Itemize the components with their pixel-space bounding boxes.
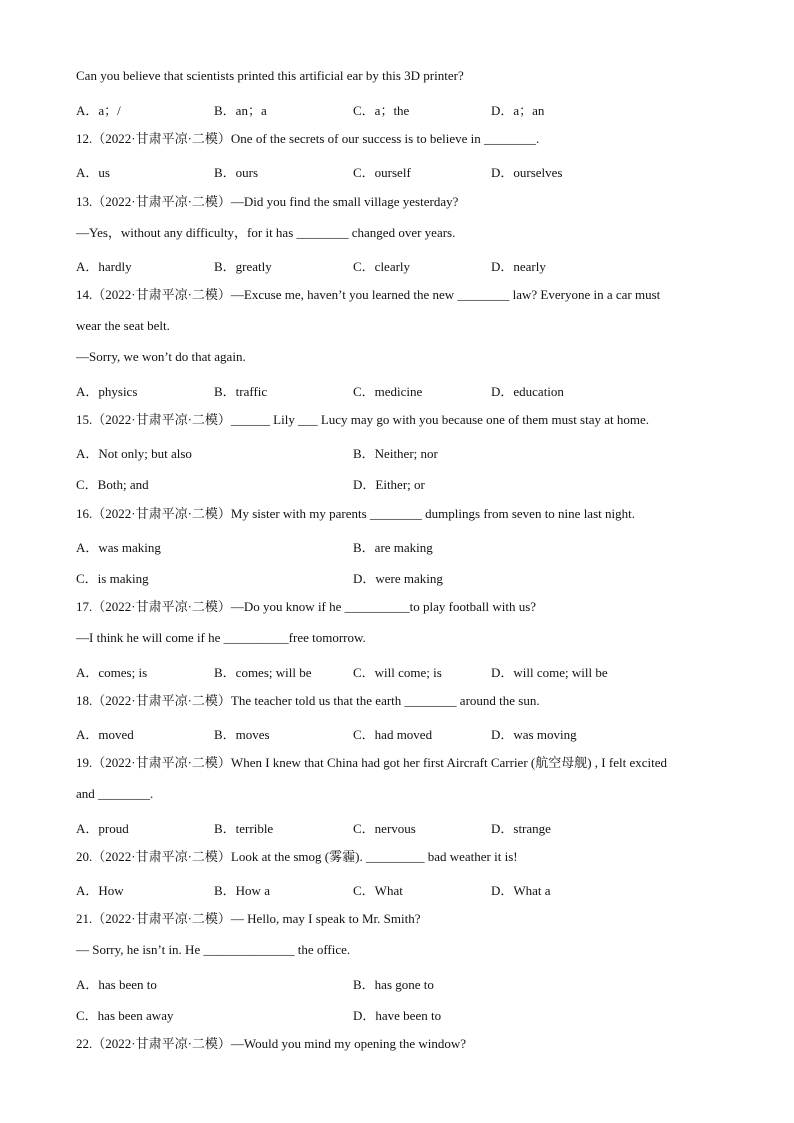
- option-a: A．moved: [76, 727, 134, 742]
- question-stem-line: and ________.: [76, 786, 154, 801]
- question-stem: —Did you find the small village yesterday?: [230, 194, 459, 209]
- question-stem-line: — Sorry, he isn’t in. He ______________ the office.: [76, 942, 351, 957]
- question-16: [76, 506, 726, 522]
- question-stem-line: wear the seat belt.: [76, 318, 170, 333]
- option-a: A．a；/: [76, 103, 121, 118]
- option-a: A．us: [76, 165, 110, 180]
- question-stem: —Excuse me, haven’t you learned the new ________ law? Everyone in a car must: [230, 287, 661, 302]
- option-d: D．What a: [491, 883, 551, 898]
- question-number: 22.: [76, 1036, 93, 1051]
- question-18: [76, 693, 726, 709]
- question-stem: ______ Lily ___ Lucy may go with you because one of them must stay at home.: [230, 412, 650, 427]
- option-a: A．has been to: [76, 977, 157, 992]
- question-stem: My sister with my parents ________ dumplings from seven to nine last night.: [230, 506, 635, 521]
- question-source: （2022·甘肃平凉·二模）: [92, 131, 231, 146]
- question-22: [76, 1036, 726, 1052]
- option-b: B．How a: [214, 883, 270, 898]
- option-d: D．nearly: [491, 259, 546, 274]
- option-c: C．had moved: [353, 727, 433, 742]
- option-a: A．How: [76, 883, 124, 898]
- question-source: （2022·甘肃平凉·二模）: [92, 911, 231, 926]
- question-stem: —Would you mind my opening the window?: [230, 1036, 467, 1051]
- question-source: （2022·甘肃平凉·二模）: [92, 849, 231, 864]
- question-15: [76, 412, 726, 428]
- option-c: C．medicine: [353, 384, 423, 399]
- option-a: A．proud: [76, 821, 129, 836]
- question-stem: Look at the smog (雾霾). _________ bad weather it is!: [230, 849, 518, 864]
- option-b: B．comes; will be: [214, 665, 312, 680]
- question-source: （2022·甘肃平凉·二模）: [92, 599, 231, 614]
- question-source: （2022·甘肃平凉·二模）: [92, 1036, 231, 1051]
- question-source: （2022·甘肃平凉·二模）: [92, 755, 231, 770]
- question-14: [76, 287, 726, 303]
- question-21: [76, 911, 726, 927]
- question-number: 14.: [76, 287, 93, 302]
- question-number: 20.: [76, 849, 93, 864]
- option-b: B．greatly: [214, 259, 272, 274]
- question-stem: — Hello, may I speak to Mr. Smith?: [230, 911, 421, 926]
- option-b: B．Neither; nor: [353, 446, 438, 461]
- question-19: [76, 755, 726, 771]
- question-stem-line: —Sorry, we won’t do that again.: [76, 349, 246, 364]
- question-number: 16.: [76, 506, 93, 521]
- option-b: B．traffic: [214, 384, 268, 399]
- option-d: D．were making: [353, 571, 443, 586]
- option-a: A．was making: [76, 540, 161, 555]
- option-d: D．Either; or: [353, 477, 425, 492]
- question-13: [76, 194, 726, 210]
- option-c: C．a；the: [353, 103, 410, 118]
- question-stem: —Do you know if he __________to play football with us?: [230, 599, 537, 614]
- option-a: A．physics: [76, 384, 138, 399]
- option-b: B．ours: [214, 165, 259, 180]
- question-stem-line: —I think he will come if he __________free tomorrow.: [76, 630, 366, 645]
- question-number: 21.: [76, 911, 93, 926]
- option-b: B．an；a: [214, 103, 267, 118]
- question-number: 19.: [76, 755, 93, 770]
- option-d: D．have been to: [353, 1008, 442, 1023]
- option-c: C．is making: [76, 571, 149, 586]
- option-a: A．comes; is: [76, 665, 148, 680]
- question-stem-line: —Yes，without any difficulty，for it has ________ changed over years.: [76, 225, 456, 240]
- question-source: （2022·甘肃平凉·二模）: [92, 506, 231, 521]
- option-c: C．Both; and: [76, 477, 149, 492]
- option-c: C．What: [353, 883, 403, 898]
- option-d: D．will come; will be: [491, 665, 608, 680]
- option-b: B．are making: [353, 540, 433, 555]
- question-source: （2022·甘肃平凉·二模）: [92, 287, 231, 302]
- question-number: 12.: [76, 131, 93, 146]
- question-20: [76, 849, 726, 865]
- option-c: C．nervous: [353, 821, 416, 836]
- question-12: [76, 131, 726, 147]
- option-c: C．has been away: [76, 1008, 174, 1023]
- question-number: 17.: [76, 599, 93, 614]
- option-d: D．strange: [491, 821, 551, 836]
- option-b: B．moves: [214, 727, 270, 742]
- option-a: A．hardly: [76, 259, 132, 274]
- option-d: D．ourselves: [491, 165, 563, 180]
- question-stem: One of the secrets of our success is to believe in ________.: [230, 131, 540, 146]
- question-stem: The teacher told us that the earth ________ around the sun.: [230, 693, 540, 708]
- option-c: C．will come; is: [353, 665, 442, 680]
- option-d: D．a；an: [491, 103, 545, 118]
- question-source: （2022·甘肃平凉·二模）: [92, 194, 231, 209]
- question-stem: When I knew that China had got her first Aircraft Carrier (航空母舰) , I felt excited: [230, 755, 667, 770]
- option-a: A．Not only; but also: [76, 446, 192, 461]
- option-c: C．clearly: [353, 259, 411, 274]
- option-b: B．has gone to: [353, 977, 434, 992]
- option-c: C．ourself: [353, 165, 411, 180]
- question-number: 13.: [76, 194, 93, 209]
- question-number: 15.: [76, 412, 93, 427]
- option-d: D．education: [491, 384, 564, 399]
- question-17: [76, 599, 726, 615]
- question-number: 18.: [76, 693, 93, 708]
- question-text: Can you believe that scientists printed this artificial ear by this 3D printer?: [76, 68, 464, 83]
- question-source: （2022·甘肃平凉·二模）: [92, 693, 231, 708]
- question-source: （2022·甘肃平凉·二模）: [92, 412, 231, 427]
- option-b: B．terrible: [214, 821, 274, 836]
- option-d: D．was moving: [491, 727, 577, 742]
